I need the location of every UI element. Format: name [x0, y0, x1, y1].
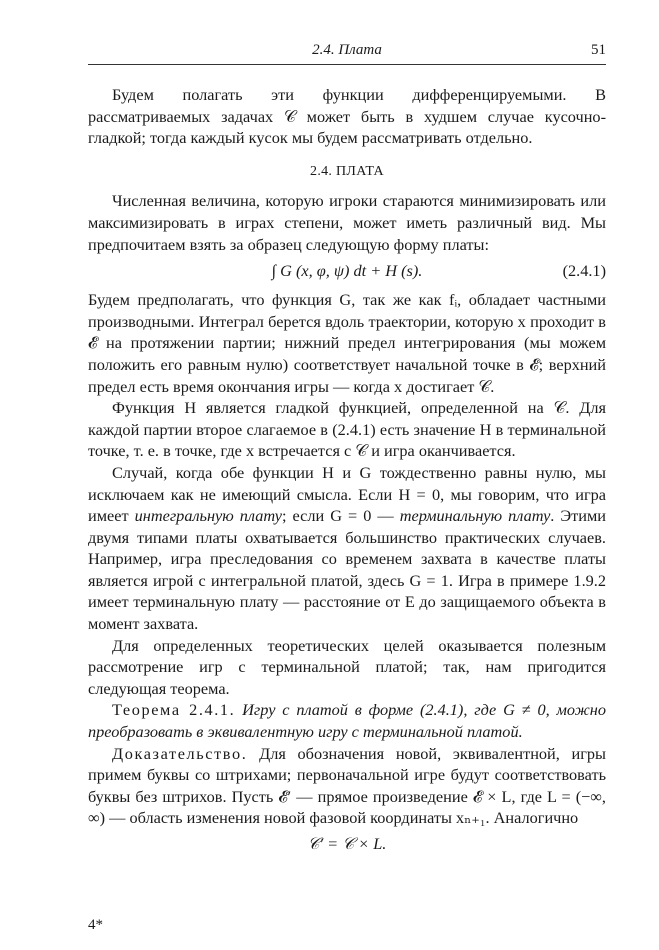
theorem-statement	[88, 699, 606, 742]
payoff-formula	[88, 257, 606, 285]
payoff-types-end: . Этими двумя типами платы охватывается большинство практических случаев. Например, игра преследования со временем захвата в качестве платы является игрой с интегральной платой, здесь G = 1. Игра в примере 1.9.2 имеет терминальную плату — расстояние от E до защищаемого объекта в момент захвата.	[88, 506, 606, 634]
paragraph-intro: Будем полагать эти функции дифференцируемыми. В рассматриваемых задачах 𝒞 может быть в худшем случае кусочно-гладкой; тогда каждый кусок мы будем рассматривать отдельно.	[88, 85, 606, 148]
proof-label: Доказательство.	[112, 743, 248, 763]
running-header	[88, 40, 606, 65]
formula-expression: ∫ G (x, φ, ψ) dt + H (s).	[271, 261, 423, 281]
payoff-types-mid: ; если G = 0 —	[281, 506, 400, 526]
page-number: 51	[591, 42, 606, 58]
theorem-label: Теорема 2.4.1.	[112, 700, 236, 720]
paragraph-payoff-types	[88, 462, 606, 635]
payoff-types-start: Случай, когда обе функции H и G тождественно равны нулю, мы исключаем как не имеющий смысла. Если H = 0, мы говорим, что игра имеет	[88, 462, 606, 526]
paragraph-integral-explanation: Будем предполагать, что функция G, так же как fᵢ, обладает частными производными. Интеграл берется вдоль траектории, которую x проходит в 𝓔 на протяжении партии; нижний предел интегрирования (мы можем положить его равным нулю) соответствует начальной точке в 𝓔; верхний предел есть время окончания игры — когда x достигает 𝒞.	[88, 290, 606, 396]
paragraph-payoff-definition: Численная величина, которую игроки стараются минимизировать или максимизировать в играх степени, может иметь различный вид. Мы предпочитаем взять за образец следующую форму платы:	[88, 191, 606, 254]
theorem-text: Игру с платой в форме (2.4.1), где G ≠ 0, можно преобразовать в эквивалентную игру с терминальной платой.	[88, 700, 606, 742]
paragraph-terminal-function: Функция H является гладкой функцией, определенной на 𝒞. Для каждой партии второе слагаемое в (2.4.1) есть значение H в терминальной точке, т. е. в точке, где x встречается с 𝒞 и игра оканчивается.	[88, 398, 606, 461]
paragraph-theoretical-purposes: Для определенных теоретических целей оказывается полезным рассмотрение игр с терминальной платой; так, нам пригодится следующая теорема.	[88, 635, 606, 698]
formula-number: (2.4.1)	[562, 261, 606, 281]
integral-payoff-term: интегральную плату	[134, 506, 282, 526]
running-title: 2.4. Плата	[312, 42, 382, 58]
terminal-payoff-term: терминальную плату	[399, 506, 551, 526]
section-title: 2.4. ПЛАТА	[310, 163, 384, 179]
signature-mark: 4*	[88, 917, 103, 933]
terminal-surface-formula: 𝒞′ = 𝒞 × L.	[307, 834, 387, 853]
proof-text: Для обозначения новой, эквивалентной, игры примем буквы со штрихами; первоначальной игре будут соответствовать буквы без штрихов. Пусть 𝓔′ — прямое произведение 𝓔 × L, где L = (−∞, ∞) — область изменения новой фазовой координаты xₙ₊₁. Аналогично	[88, 743, 606, 828]
page-body	[88, 84, 606, 855]
proof-paragraph	[88, 743, 606, 829]
